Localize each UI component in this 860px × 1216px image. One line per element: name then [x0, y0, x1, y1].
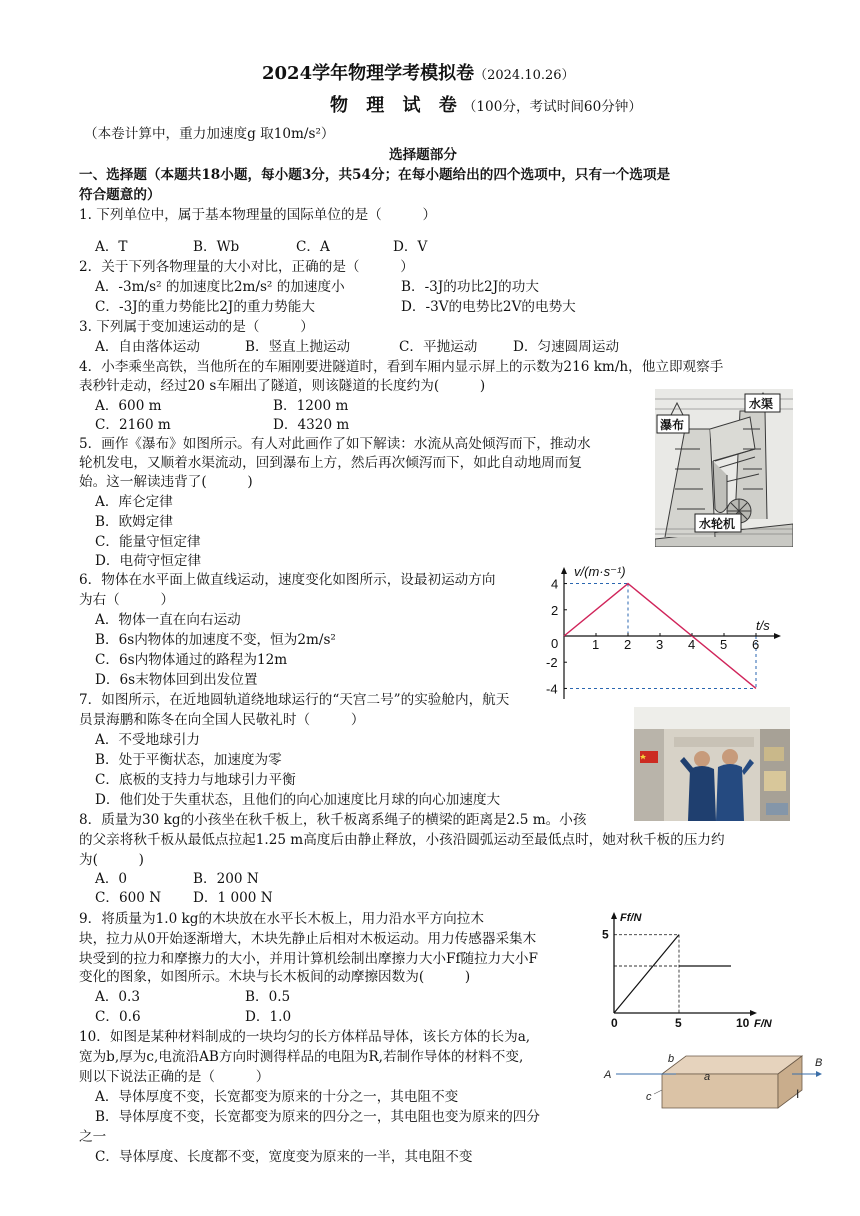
- q4-option-b: B．1200 m: [273, 398, 349, 414]
- q3-stem: 3. 下列属于变加速运动的是（ ）: [79, 319, 314, 335]
- x-tick-label: 2: [624, 637, 632, 652]
- x-axis-arrow-icon: [774, 633, 781, 639]
- part-heading-continued: 符合题意的）: [79, 187, 161, 203]
- q1-option-d: D．V: [393, 239, 428, 255]
- exam-subtitle: [330, 95, 642, 118]
- q3-option-c: C．平抛运动: [399, 339, 478, 355]
- y-axis-arrow-icon: [611, 912, 617, 919]
- x-axis-label: t/s: [756, 618, 770, 633]
- q7-option-a: A．不受地球引力: [95, 732, 200, 748]
- q3-option-d: D．匀速圆周运动: [513, 339, 620, 355]
- q5-option-c: C．能量守恒定律: [95, 534, 201, 550]
- q10-stem-end: 则以下说法正确的是（ ）: [79, 1069, 270, 1085]
- astronauts-photo-svg: [634, 707, 790, 821]
- q2-option-b: B．-3J的功比2J的功大: [401, 279, 539, 295]
- q3-option-b: B．竖直上抛运动: [245, 339, 351, 355]
- q4-option-c: C．2160 m: [95, 417, 171, 433]
- y-tick-label: -4: [546, 681, 558, 697]
- x-tick-label: 5: [720, 637, 728, 652]
- exam-title: [262, 63, 575, 86]
- q9-stem-continued-2: 块受到的拉力和摩擦力的大小，并用计算机绘制出摩擦力大小Ff随拉力大小F: [79, 951, 538, 967]
- label-waterfall: 瀑布: [660, 418, 685, 432]
- q4-stem-continued: 表秒针走动，经过20 s车厢出了隧道，则该隧道的长度约为( ): [79, 378, 486, 394]
- q4-stem: 4．小李乘坐高铁，当他所在的车厢刚要进隧道时，看到车厢内显示屏上的示数为216 km/h，他立即观察手: [79, 359, 724, 375]
- x-tick-label: 5: [675, 1016, 682, 1030]
- y-tick-label: 2: [551, 602, 559, 618]
- block-front-face: [662, 1074, 778, 1108]
- q8-stem-continued: 的父亲将秋千板从最低点拉起1.25 m高度后由静止释放，小孩沿圆弧运动至最低点时，她对秋千板的压力约: [79, 832, 725, 848]
- q7-stem: 7．如图所示，在近地圆轨道绕地球运行的“天宫二号”的实验舱内，航天: [79, 692, 510, 708]
- y-tick-label: -2: [546, 655, 558, 671]
- label-point-b: B: [815, 1057, 823, 1069]
- q7-option-c: C．底板的支持力与地球引力平衡: [95, 772, 296, 788]
- exam-duration-note: （100分，考试时间60分钟）: [462, 99, 642, 115]
- q6-option-a: A．物体一直在向右运动: [95, 612, 241, 628]
- q6-option-b: B．6s内物体的加速度不变，恒为2m/s²: [95, 632, 336, 648]
- section-title: 选择题部分: [389, 147, 457, 163]
- q1-stem: 1. 下列单位中，属于基本物理量的国际单位的是（ ）: [79, 207, 437, 223]
- y-axis-label: Ff/N: [620, 912, 642, 924]
- q8-option-c: C．600 N: [95, 890, 162, 906]
- part-heading: 一、选择题（本题共18小题，每小题3分，共54分；在每小题给出的四个选项中，只有一个选项是: [79, 167, 671, 183]
- y-tick-label: 4: [551, 576, 559, 592]
- label-current-i: I: [796, 1087, 800, 1101]
- astronauts-photo: [634, 707, 790, 821]
- friction-force-chart: [600, 905, 780, 1030]
- x-tick-label: 4: [688, 637, 696, 652]
- q9-stem: 9．将质量为1.0 kg的木块放在水平长木板上，用力沿水平方向拉木: [79, 911, 484, 927]
- q10-option-b: B．导体厚度不变，长宽都变为原来的四分之一，其电阻也变为原来的四分: [95, 1109, 540, 1125]
- q9-stem-end: 变化的图象，如图所示。木块与长木板间的动摩擦因数为( ): [79, 969, 471, 985]
- q10-option-b-continued: 之一: [79, 1129, 107, 1145]
- q8-option-a: A．0: [95, 871, 128, 887]
- static-friction-line: [614, 935, 679, 1013]
- label-point-a: A: [604, 1069, 612, 1081]
- q6-stem-continued: 为右（ ）: [79, 592, 175, 608]
- y-tick-label: 0: [551, 636, 559, 651]
- label-thickness-c: c: [646, 1091, 652, 1103]
- q8-option-d: D．1 000 N: [193, 890, 273, 906]
- q1-option-a: A．T: [95, 239, 128, 255]
- q1-option-b: B．Wb: [193, 239, 240, 255]
- exam-subtitle-text: 物 理 试 卷: [330, 95, 463, 116]
- q5-option-a: A．库仑定律: [95, 494, 173, 510]
- waterfall-drawing-svg: [655, 389, 793, 547]
- q6-stem: 6．物体在水平面上做直线运动，速度变化如图所示，设最初运动方向: [79, 572, 496, 588]
- y-axis-label: v/(m·s⁻¹): [574, 564, 626, 579]
- q9-option-b: B．0.5: [245, 989, 291, 1005]
- x-tick-label: 10: [736, 1016, 750, 1030]
- q9-stem-continued: 块，拉力从0开始逐渐增大，木块先静止后相对木板运动。用力传感器采集木: [79, 931, 537, 947]
- q2-option-c: C．-3J的重力势能比2J的重力势能大: [95, 299, 315, 315]
- q5-option-d: D．电荷守恒定律: [95, 553, 202, 569]
- q4-option-a: A．600 m: [95, 398, 162, 414]
- q6-option-c: C．6s内物体通过的路程为12m: [95, 652, 288, 668]
- x-axis-arrow-icon: [750, 1010, 757, 1016]
- q5-option-b: B．欧姆定律: [95, 514, 173, 530]
- q5-stem: 5．画作《瀑布》如图所示。有人对此画作了如下解读：水流从高处倾泻而下，推动水: [79, 436, 591, 452]
- q10-option-a: A．导体厚度不变，长宽都变为原来的十分之一，其电阻不变: [95, 1089, 459, 1105]
- q2-option-a: A．-3m/s² 的加速度比2m/s² 的加速度小: [95, 279, 345, 295]
- q9-option-c: C．0.6: [95, 1009, 141, 1025]
- waterfall-drawing: [655, 389, 793, 547]
- q7-option-d: D．他们处于失重状态，且他们的向心加速度比月球的向心加速度大: [95, 792, 501, 808]
- exam-date: （2024.10.26）: [474, 68, 575, 83]
- q6-option-d: D．6s末物体回到出发位置: [95, 672, 258, 688]
- q10-stem: 10．如图是某种材料制成的一块均匀的长方体样品导体，该长方体的长为a,: [79, 1029, 531, 1045]
- q4-option-d: D．4320 m: [273, 417, 350, 433]
- x-axis-label: F/N: [754, 1018, 772, 1030]
- x-tick-label: 6: [752, 637, 760, 652]
- q7-option-b: B．处于平衡状态，加速度为零: [95, 752, 282, 768]
- label-water-channel: 水渠: [749, 397, 774, 411]
- q8-stem-end: 为( ): [79, 852, 144, 868]
- label-width-b: b: [668, 1053, 675, 1065]
- exam-title-text: 2024学年物理学考模拟卷: [262, 63, 475, 84]
- q7-stem-continued: 员景海鹏和陈冬在向全国人民敬礼时（ ）: [79, 712, 365, 728]
- label-length-a: a: [704, 1071, 711, 1083]
- q2-stem: 2．关于下列各物理量的大小对比，正确的是（ ）: [79, 259, 414, 275]
- y-tick-label: 5: [602, 927, 609, 942]
- q3-option-a: A．自由落体运动: [95, 339, 200, 355]
- gravity-note: （本卷计算中，重力加速度g 取10m/s²）: [84, 126, 335, 142]
- q5-stem-continued: 轮机发电，又顺着水渠流动，回到瀑布上方，然后再次倾泻而下，如此自动地周而复: [79, 455, 582, 471]
- velocity-time-chart: [546, 563, 792, 711]
- arrow-b-icon: [816, 1071, 822, 1077]
- q5-stem-end: 始。这一解读违背了( ): [79, 474, 253, 490]
- q2-option-d: D．-3V的电势比2V的电势大: [401, 299, 576, 315]
- x-tick-label: 0: [611, 1016, 618, 1030]
- x-tick-label: 1: [592, 637, 600, 652]
- label-water-turbine: 水轮机: [699, 517, 736, 531]
- q10-option-c: C．导体厚度、长度都不变，宽度变为原来的一半，其电阻不变: [95, 1149, 473, 1165]
- x-tick-label: 3: [656, 637, 664, 652]
- q9-option-a: A．0.3: [95, 989, 141, 1005]
- y-axis-arrow-icon: [561, 567, 567, 574]
- q8-option-b: B．200 N: [193, 871, 259, 887]
- q1-option-c: C．A: [296, 239, 330, 255]
- q9-option-d: D．1.0: [245, 1009, 292, 1025]
- conductor-block-diagram: [602, 1050, 828, 1114]
- q8-stem: 8．质量为30 kg的小孩坐在秋千板上，秋千板离系绳子的横梁的距离是2.5 m。小孩: [79, 812, 587, 828]
- q10-stem-continued: 宽为b,厚为c,电流沿AB方向时测得样品的电阻为R,若制作导体的材料不变,: [79, 1049, 524, 1065]
